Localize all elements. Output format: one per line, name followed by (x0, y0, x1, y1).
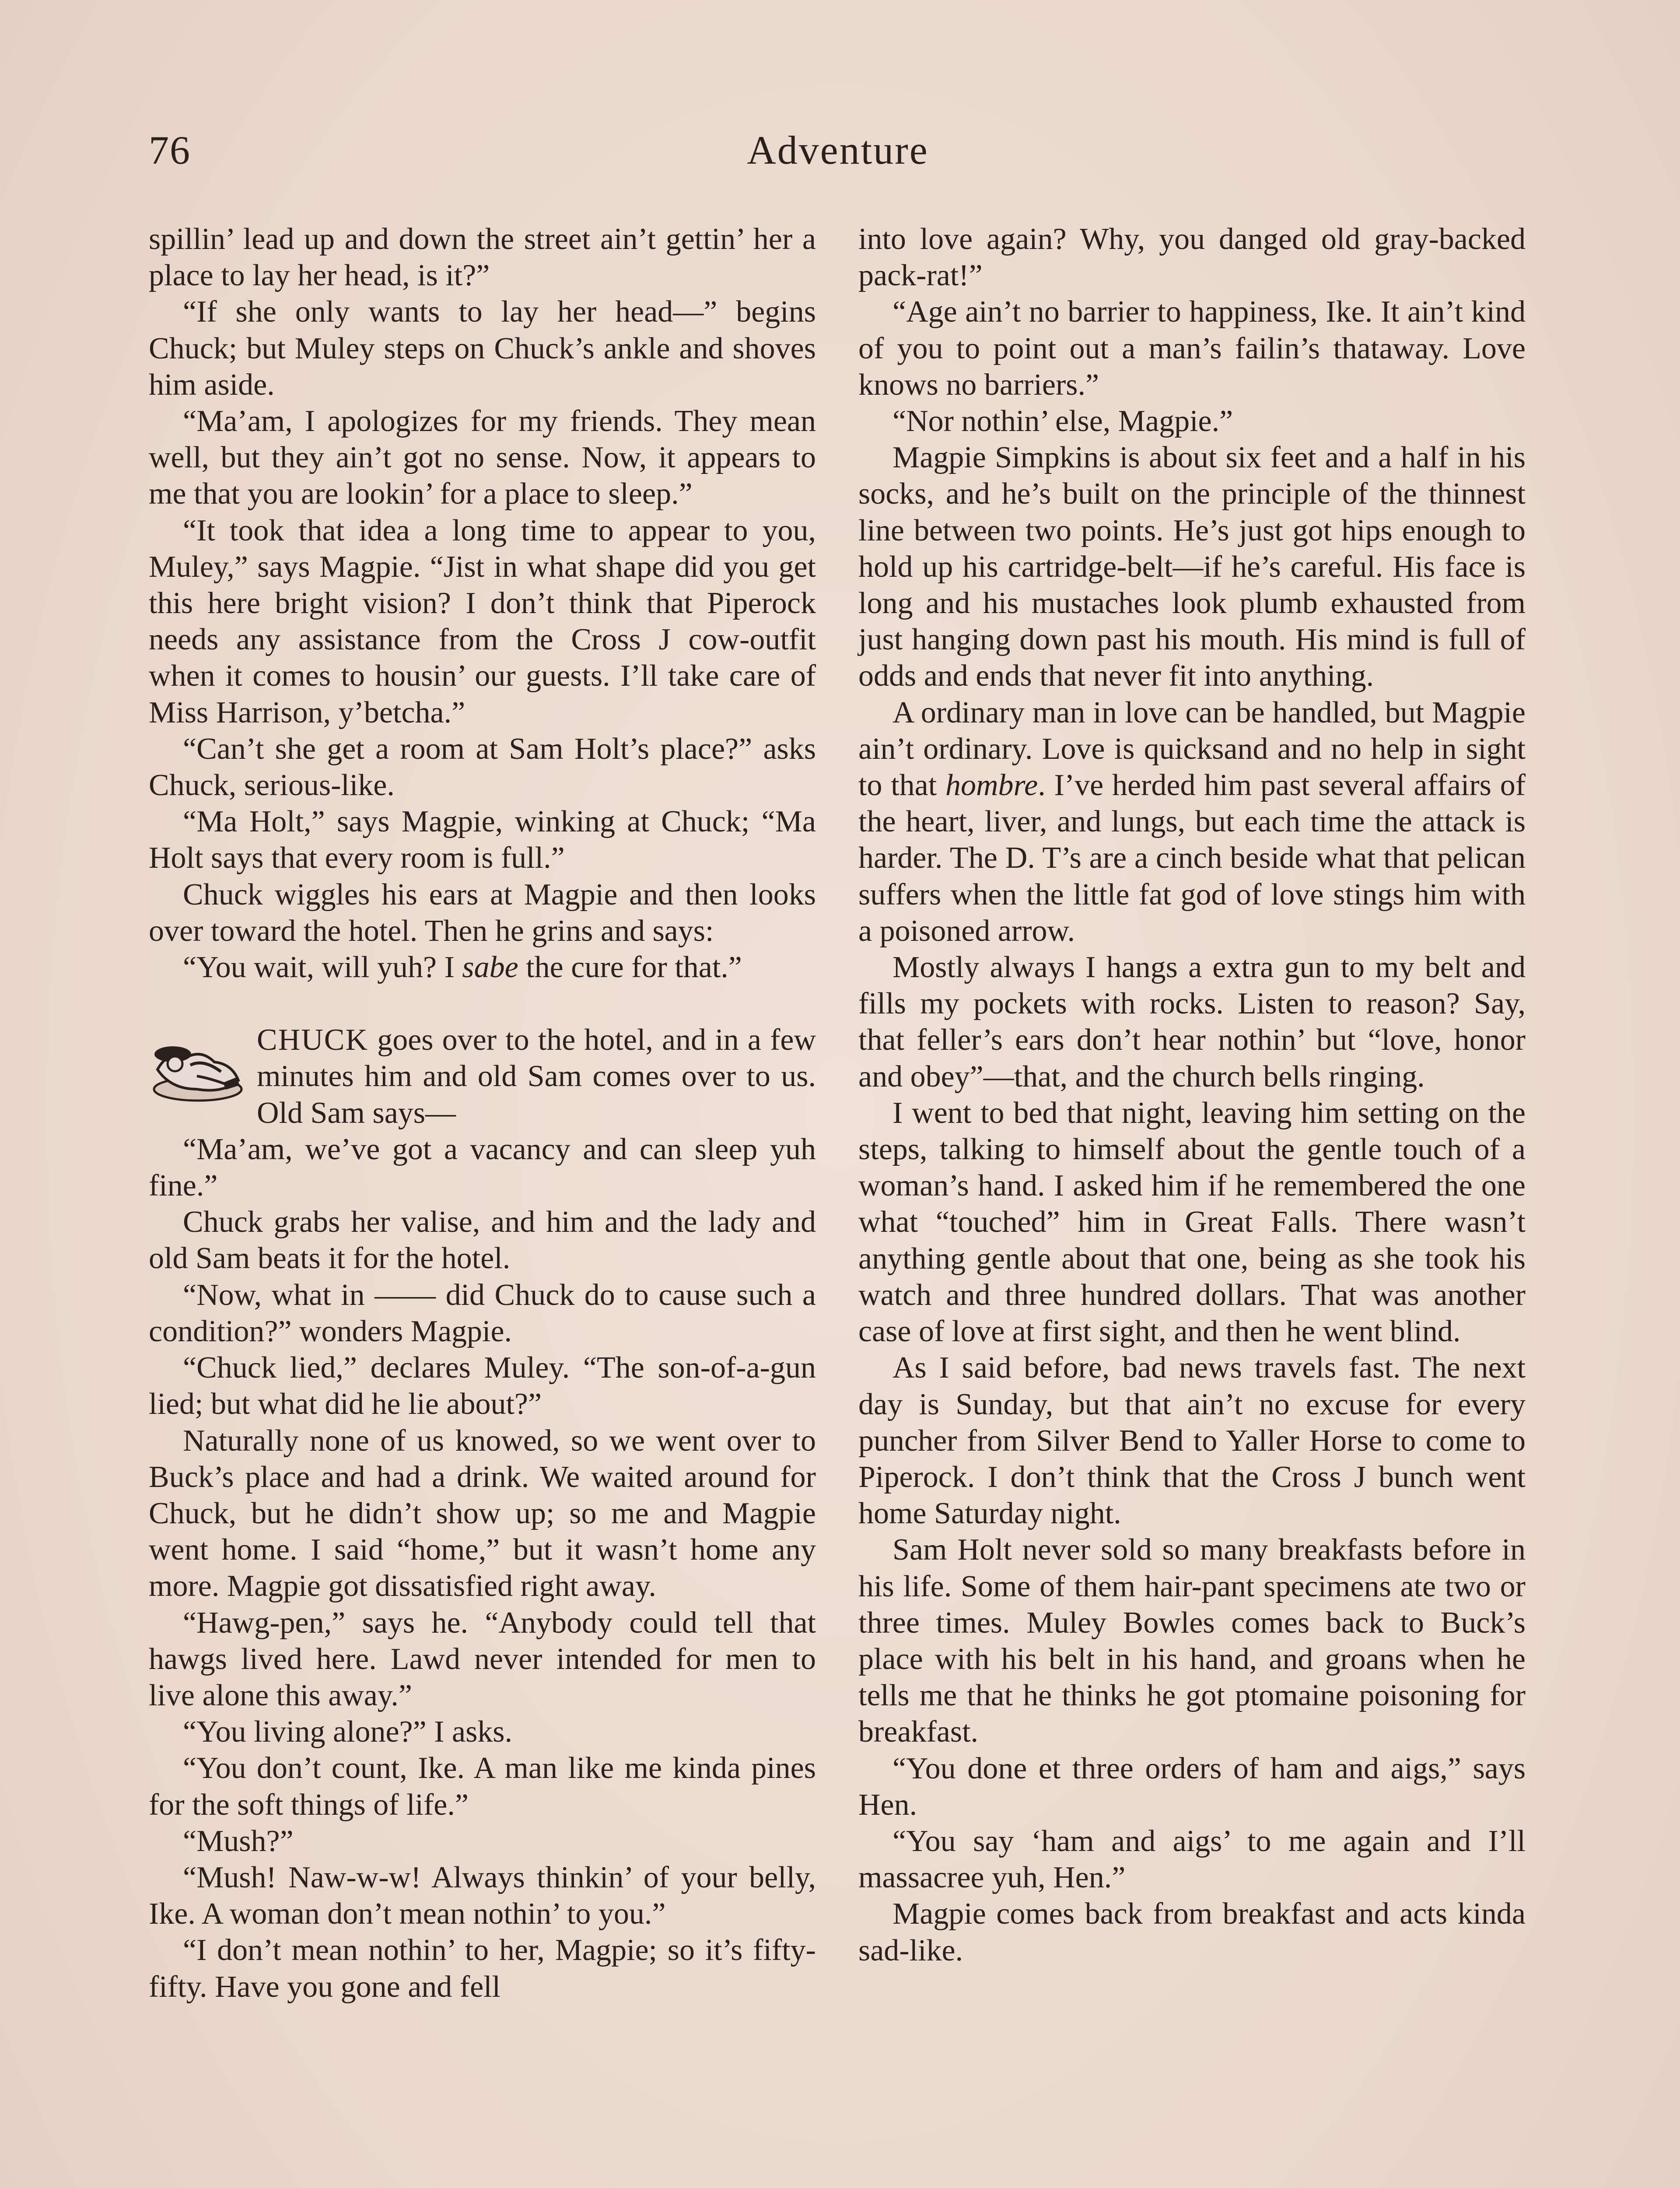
paragraph: “It took that idea a long time to appear to you, Muley,” says Magpie. “Jist in what shape did you get this here bright vision? I don’t think that Piperock needs any assistance from the Cross J cow-outfit when it comes to housin’ our guests. I’ll take care of Miss Harrison, y’betcha.” (149, 513, 816, 729)
paragraph: Chuck grabs her valise, and him and the lady and old Sam beats it for the hotel. (149, 1205, 816, 1276)
right-column (858, 221, 1526, 1969)
section-break (149, 985, 816, 1022)
paragraph (858, 694, 1526, 949)
text-run: A ordinary man in love can be handled, but Magpie ain’t ordinary. Love is quicksand and no help in sight to that (858, 695, 1526, 803)
paragraph: “Hawg-pen,” says he. “Anybody could tell that hawgs lived here. Lawd never intended for men to live alone this away.” (149, 1606, 816, 1712)
text-run: . I’ve herded him past several affairs of the heart, liver, and lungs, but each time the attack is harder. The D. T’s are a cinch beside what that pelican suffers when the little fat god of love stings him with a poisoned arrow. (858, 768, 1526, 948)
paragraph: “Ma’am, I apologizes for my friends. They mean well, but they ain’t got no sense. Now, it appears to me that you are lookin’ for a place to sleep.” (149, 404, 816, 511)
paragraph: into love again? Why, you danged old gray-backed pack-rat!” (858, 222, 1526, 293)
paragraph: “Mush! Naw-w-w! Always thinkin’ of your belly, Ike. A woman don’t mean nothin’ to you.” (149, 1860, 816, 1931)
section-opening-paragraph (149, 1022, 816, 1131)
paragraph: “If she only wants to lay her head—” begins Chuck; but Muley steps on Chuck’s ankle and shoves him aside. (149, 295, 816, 402)
paragraph: “You living alone?” I asks. (183, 1715, 513, 1749)
text-run: the cure for that.” (518, 950, 742, 985)
running-title: Adventure (747, 128, 929, 172)
paragraph: I went to bed that night, leaving him setting on the steps, talking to himself about the gentle touch of a woman’s hand. I asked him if he remembered the one what “touched” him in Great Falls. There wasn’t anything gentle about that one, being as she took his watch and three hundred dollars. That was another case of love at first sight, and then he went blind. (858, 1096, 1526, 1349)
paragraph: “Mush?” (183, 1824, 294, 1858)
paragraph: “Ma Holt,” says Magpie, winking at Chuck; “Ma Holt says that every room is full.” (149, 805, 816, 875)
paragraph: “You say ‘ham and aigs’ to me again and I’ll massacree yuh, Hen.” (858, 1824, 1526, 1895)
paragraph: Chuck wiggles his ears at Magpie and then looks over toward the hotel. Then he grins and says: (149, 877, 816, 948)
paragraph: “I don’t mean nothin’ to her, Magpie; so it’s fifty-fifty. Have you gone and fell (149, 1933, 816, 2004)
paragraph (149, 949, 816, 985)
paragraph: Magpie comes back from breakfast and acts kinda sad-like. (858, 1897, 1526, 1967)
paragraph: Naturally none of us knowed, so we went over to Buck’s place and had a drink. We waited around for Chuck, but he didn’t show up; so me and Magpie went home. I said “home,” but it wasn’t home any more. Magpie got dissatisfied right away. (149, 1424, 816, 1603)
paragraph: “Can’t she get a room at Sam Holt’s place?” asks Chuck, serious-like. (149, 732, 816, 803)
paragraph: “You don’t count, Ike. A man like me kinda pines for the soft things of life.” (149, 1751, 816, 1822)
paragraph: “You done et three orders of ham and aigs,” says Hen. (858, 1751, 1526, 1822)
paragraph: “Now, what in —— did Chuck do to cause such a condition?” wonders Magpie. (149, 1278, 816, 1348)
paragraph: “Chuck lied,” declares Muley. “The son-of-a-gun lied; but what did he lie about?” (149, 1351, 816, 1421)
text-run: goes over to the hotel, and in a few minutes him and old Sam comes over to us. Old Sam says— (257, 1023, 816, 1130)
paragraph: “Nor nothin’ else, Magpie.” (892, 404, 1233, 438)
page-header (149, 127, 1527, 184)
paragraph: “Ma’am, we’ve got a vacancy and can sleep yuh fine.” (149, 1132, 816, 1203)
text-run: “You wait, will yuh? I (183, 950, 462, 985)
section-lead-word: CHUCK (257, 1023, 369, 1057)
italic-word: sabe (462, 950, 518, 985)
italic-word: hombre (945, 768, 1038, 803)
cowboy-lying-down-icon (149, 1024, 247, 1115)
page-number: 76 (149, 128, 191, 172)
left-column (149, 221, 816, 2005)
paragraph: “Age ain’t no barrier to happiness, Ike. It ain’t kind of you to point out a man’s failin’s thataway. Love knows no barriers.” (858, 295, 1526, 402)
paragraph: spillin’ lead up and down the street ain’t gettin’ her a place to lay her head, is it?” (149, 222, 816, 293)
paragraph: Magpie Simpkins is about six feet and a half in his socks, and he’s built on the principle of the thinnest line between two points. He’s just got hips enough to hold up his cartridge-belt—if he’s careful. His face is long and his mustaches look plumb exhausted from just hanging down past his mouth. His mind is full of odds and ends that never fit into anything. (858, 441, 1526, 693)
paragraph: Mostly always I hangs a extra gun to my belt and fills my pockets with rocks. Listen to reason? Say, that feller’s ears don’t hear nothin’ but “love, honor and obey”—that, and the church bells ringing. (858, 950, 1526, 1094)
paragraph: As I said before, bad news travels fast. The next day is Sunday, but that ain’t no excuse for every puncher from Silver Bend to Yaller Horse to come to Piperock. I don’t think that the Cross J bunch went home Saturday night. (858, 1351, 1526, 1531)
cowboy-lying-down-icon (149, 1024, 247, 1124)
paragraph: Sam Holt never sold so many breakfasts before in his life. Some of them hair-pant specimens ate two or three times. Muley Bowles comes back to Buck’s place with his belt in his hand, and groans when he tells me that he thinks he got ptomaine poisoning for breakfast. (858, 1533, 1526, 1749)
